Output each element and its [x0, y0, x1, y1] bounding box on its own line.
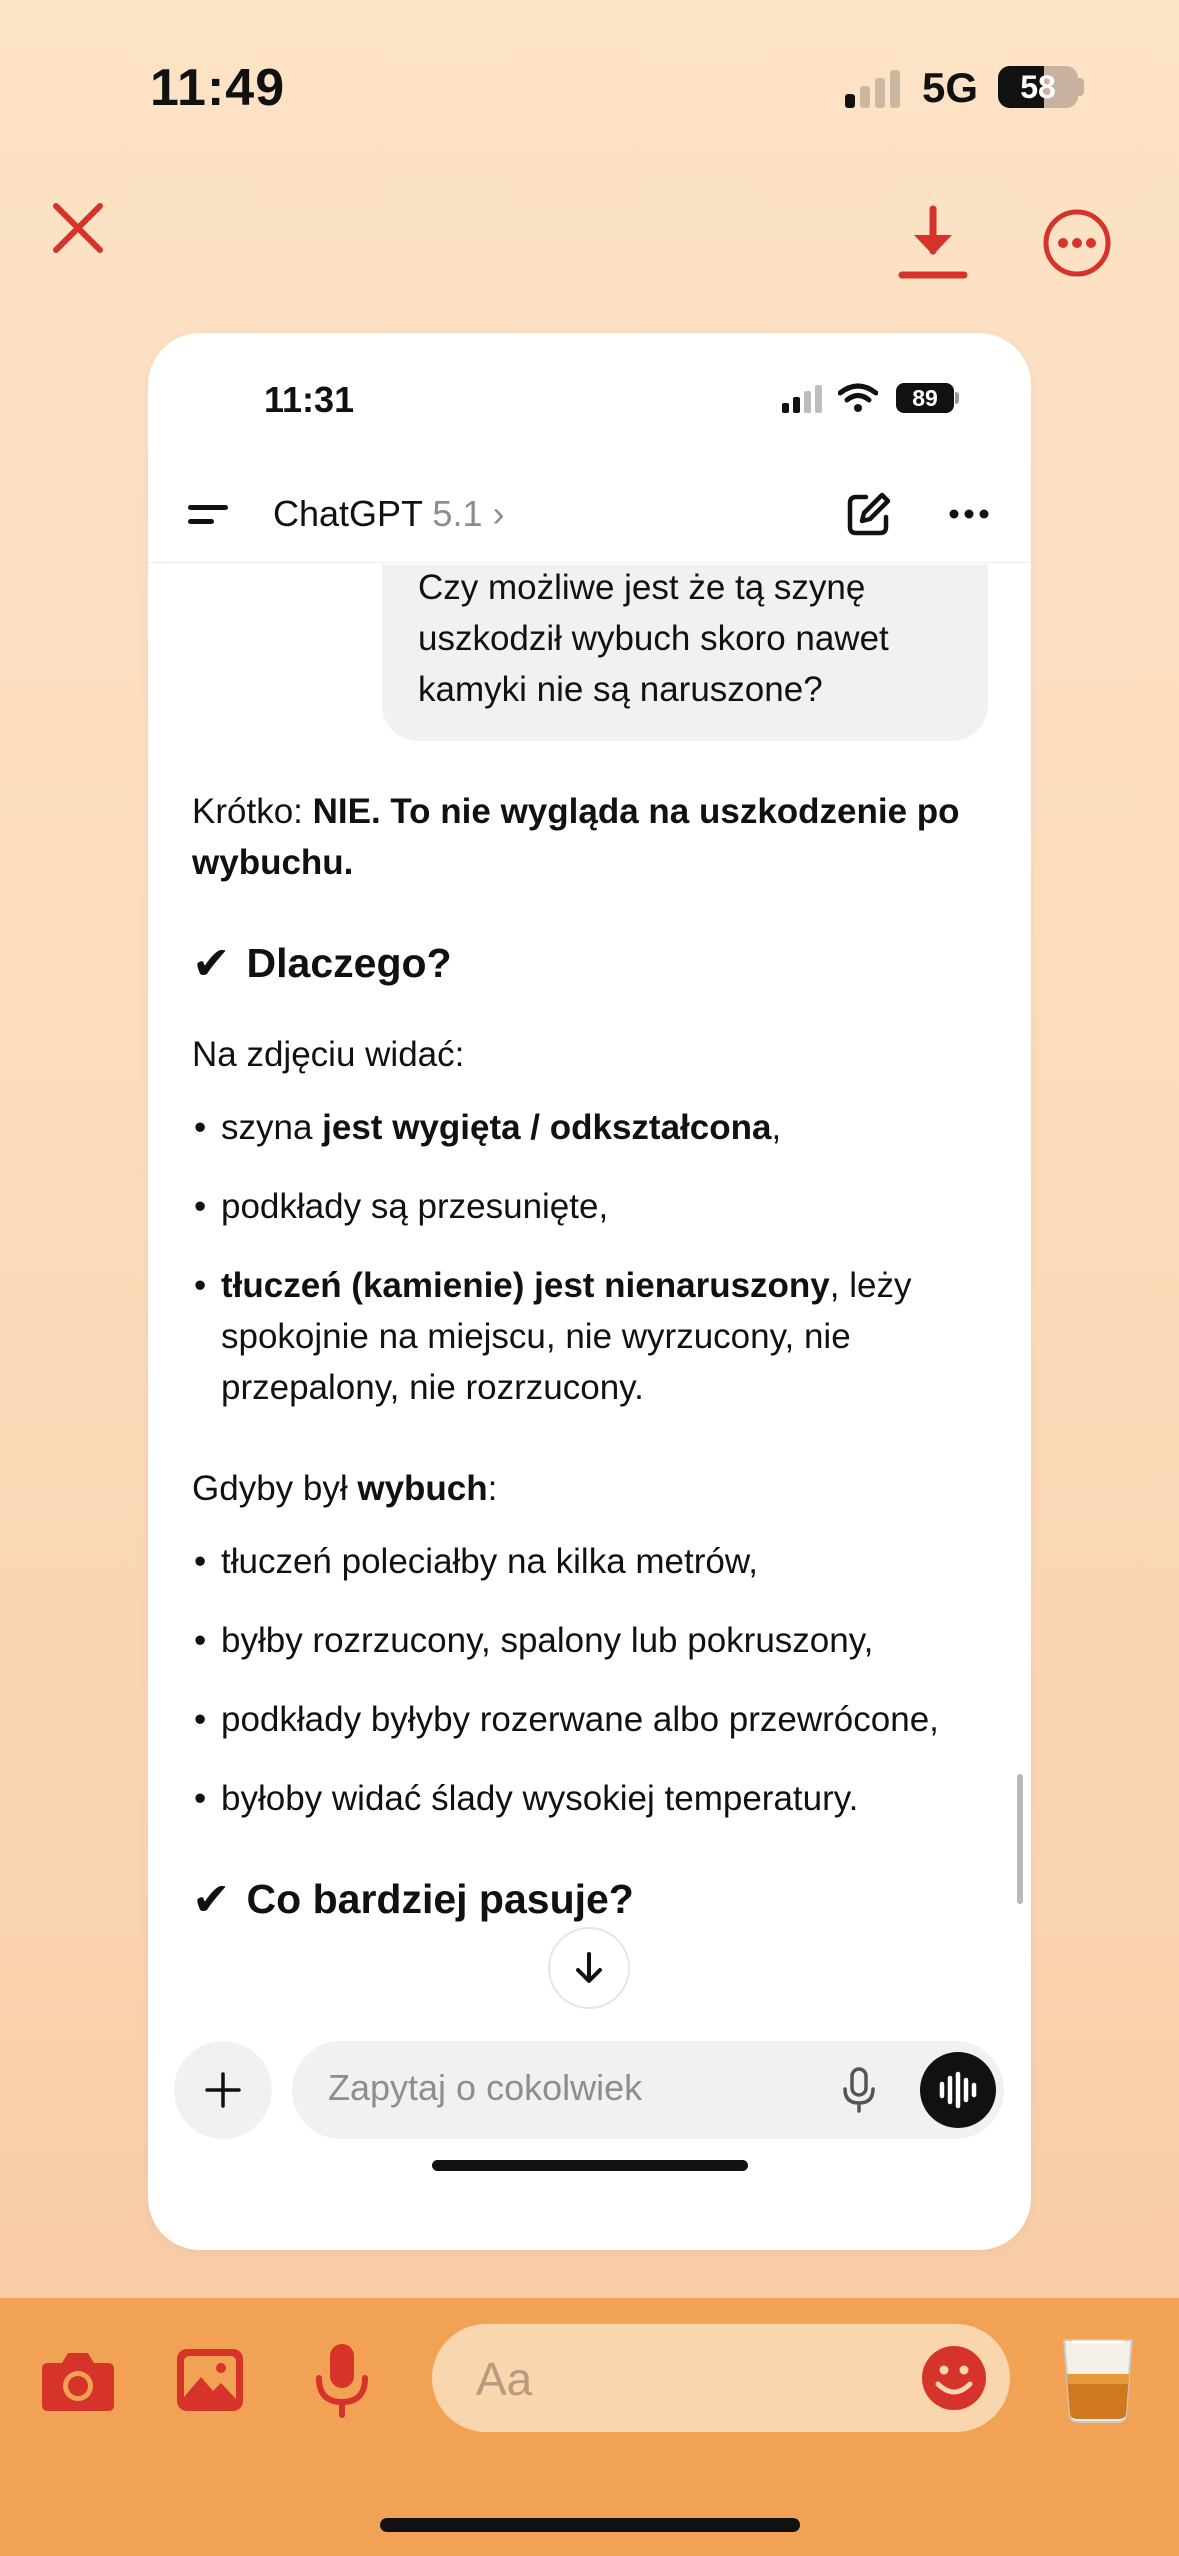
chat-message-input[interactable] — [432, 2324, 1010, 2432]
more-options-button[interactable] — [1040, 206, 1114, 280]
heading-why: ✔ Dlaczego? — [192, 937, 452, 989]
list-item: • byłby rozrzucony, spalony lub pokruszony, — [192, 1615, 992, 1666]
new-chat-button[interactable] — [844, 489, 894, 539]
gallery-icon — [175, 2347, 245, 2413]
microphone-icon — [842, 2067, 876, 2113]
paragraph-if-explosion: Gdyby był wybuch: — [192, 1469, 498, 1508]
inner-home-indicator — [432, 2160, 748, 2171]
wifi-icon — [838, 383, 878, 413]
more-circle-icon — [1042, 208, 1112, 278]
list-item: • podkłady byłyby rozerwane albo przewrócone, — [192, 1694, 992, 1745]
inner-battery-icon: 89 — [896, 383, 954, 413]
battery-icon — [998, 66, 1078, 108]
battery-level: 58 — [1020, 69, 1056, 105]
message-composer-bar — [0, 2298, 1179, 2556]
sidebar-menu-button[interactable] — [188, 493, 232, 533]
scroll-to-bottom-button[interactable] — [548, 1927, 630, 2009]
chevron-right-icon: › — [492, 493, 505, 534]
waveform-icon — [936, 2070, 980, 2110]
attach-button[interactable] — [174, 2041, 272, 2139]
list-item: • podkłady są przesunięte, — [192, 1181, 992, 1232]
signal-icon — [845, 70, 901, 108]
list-item: • szyna jest wygięta / odkształcona, — [192, 1102, 992, 1153]
microphone-icon — [314, 2342, 370, 2418]
heading-what-fits: ✔ Co bardziej pasuje? — [192, 1873, 634, 1925]
chat-options-button[interactable] — [944, 489, 994, 539]
checkmark-icon: ✔ — [192, 1873, 231, 1925]
user-message: Czy możliwe jest że tą szynę uszkodził wybuch skoro nawet kamyki nie są naruszone? — [382, 564, 988, 741]
model-version: 5.1 — [432, 493, 483, 534]
paragraph-photo: Na zdjęciu widać: — [192, 1035, 465, 1074]
composer — [148, 2033, 1031, 2143]
download-icon — [898, 205, 968, 281]
voice-mode-button[interactable] — [920, 2052, 996, 2128]
edit-icon — [844, 489, 894, 539]
glass-sticker-icon[interactable] — [1058, 2334, 1138, 2424]
list-item: • tłuczeń (kamienie) jest nienaruszony, leży spokojnie na miejscu, nie wyrzucony, nie przepalony, nie rozrzucony. — [192, 1260, 992, 1413]
gallery-button[interactable] — [170, 2340, 250, 2420]
checkmark-icon: ✔ — [192, 937, 231, 989]
plus-icon — [203, 2070, 243, 2110]
close-icon — [50, 200, 106, 256]
shared-screenshot[interactable] — [148, 333, 1031, 2250]
inner-status-bar — [148, 333, 1031, 453]
chat-message-placeholder: Aa — [476, 2353, 533, 2405]
chat-header — [148, 463, 1031, 563]
scrollbar[interactable] — [1017, 1774, 1023, 1904]
status-time: 11:49 — [150, 59, 286, 117]
app-title: ChatGPT — [273, 493, 423, 534]
home-indicator — [380, 2518, 800, 2532]
message-placeholder: Zapytaj o cokolwiek — [328, 2067, 643, 2108]
list-item: • byłoby widać ślady wysokiej temperatury. — [192, 1773, 992, 1824]
battery-tip — [1078, 78, 1084, 96]
camera-icon — [40, 2347, 116, 2413]
chat-thread[interactable] — [148, 564, 1031, 2024]
list-explosion-signs — [192, 1536, 992, 1824]
list-item: • tłuczeń poleciałby na kilka metrów, — [192, 1536, 992, 1587]
dictation-button[interactable] — [832, 2063, 886, 2117]
system-status-bar — [0, 0, 1179, 170]
inner-battery-tip — [955, 392, 959, 404]
answer-intro-bold: NIE. To nie wygląda na uszkodzenie po wybuchu. — [192, 792, 960, 882]
message-input[interactable] — [292, 2041, 1004, 2139]
voice-message-button[interactable] — [302, 2338, 382, 2422]
emoji-icon[interactable] — [920, 2344, 988, 2412]
arrow-down-icon — [569, 1948, 609, 1988]
close-button[interactable] — [40, 190, 116, 266]
network-type: 5G — [922, 64, 979, 111]
model-selector[interactable] — [273, 493, 504, 535]
inner-signal-icon — [782, 385, 822, 413]
answer-intro: Krótko: NIE. To nie wygląda na uszkodzenie po wybuchu. — [192, 792, 960, 882]
list-observations — [192, 1102, 992, 1413]
camera-button[interactable] — [38, 2340, 118, 2420]
assistant-answer — [192, 786, 992, 1965]
download-button[interactable] — [890, 200, 976, 286]
ellipsis-icon — [944, 489, 994, 539]
inner-status-time: 11:31 — [264, 379, 355, 420]
